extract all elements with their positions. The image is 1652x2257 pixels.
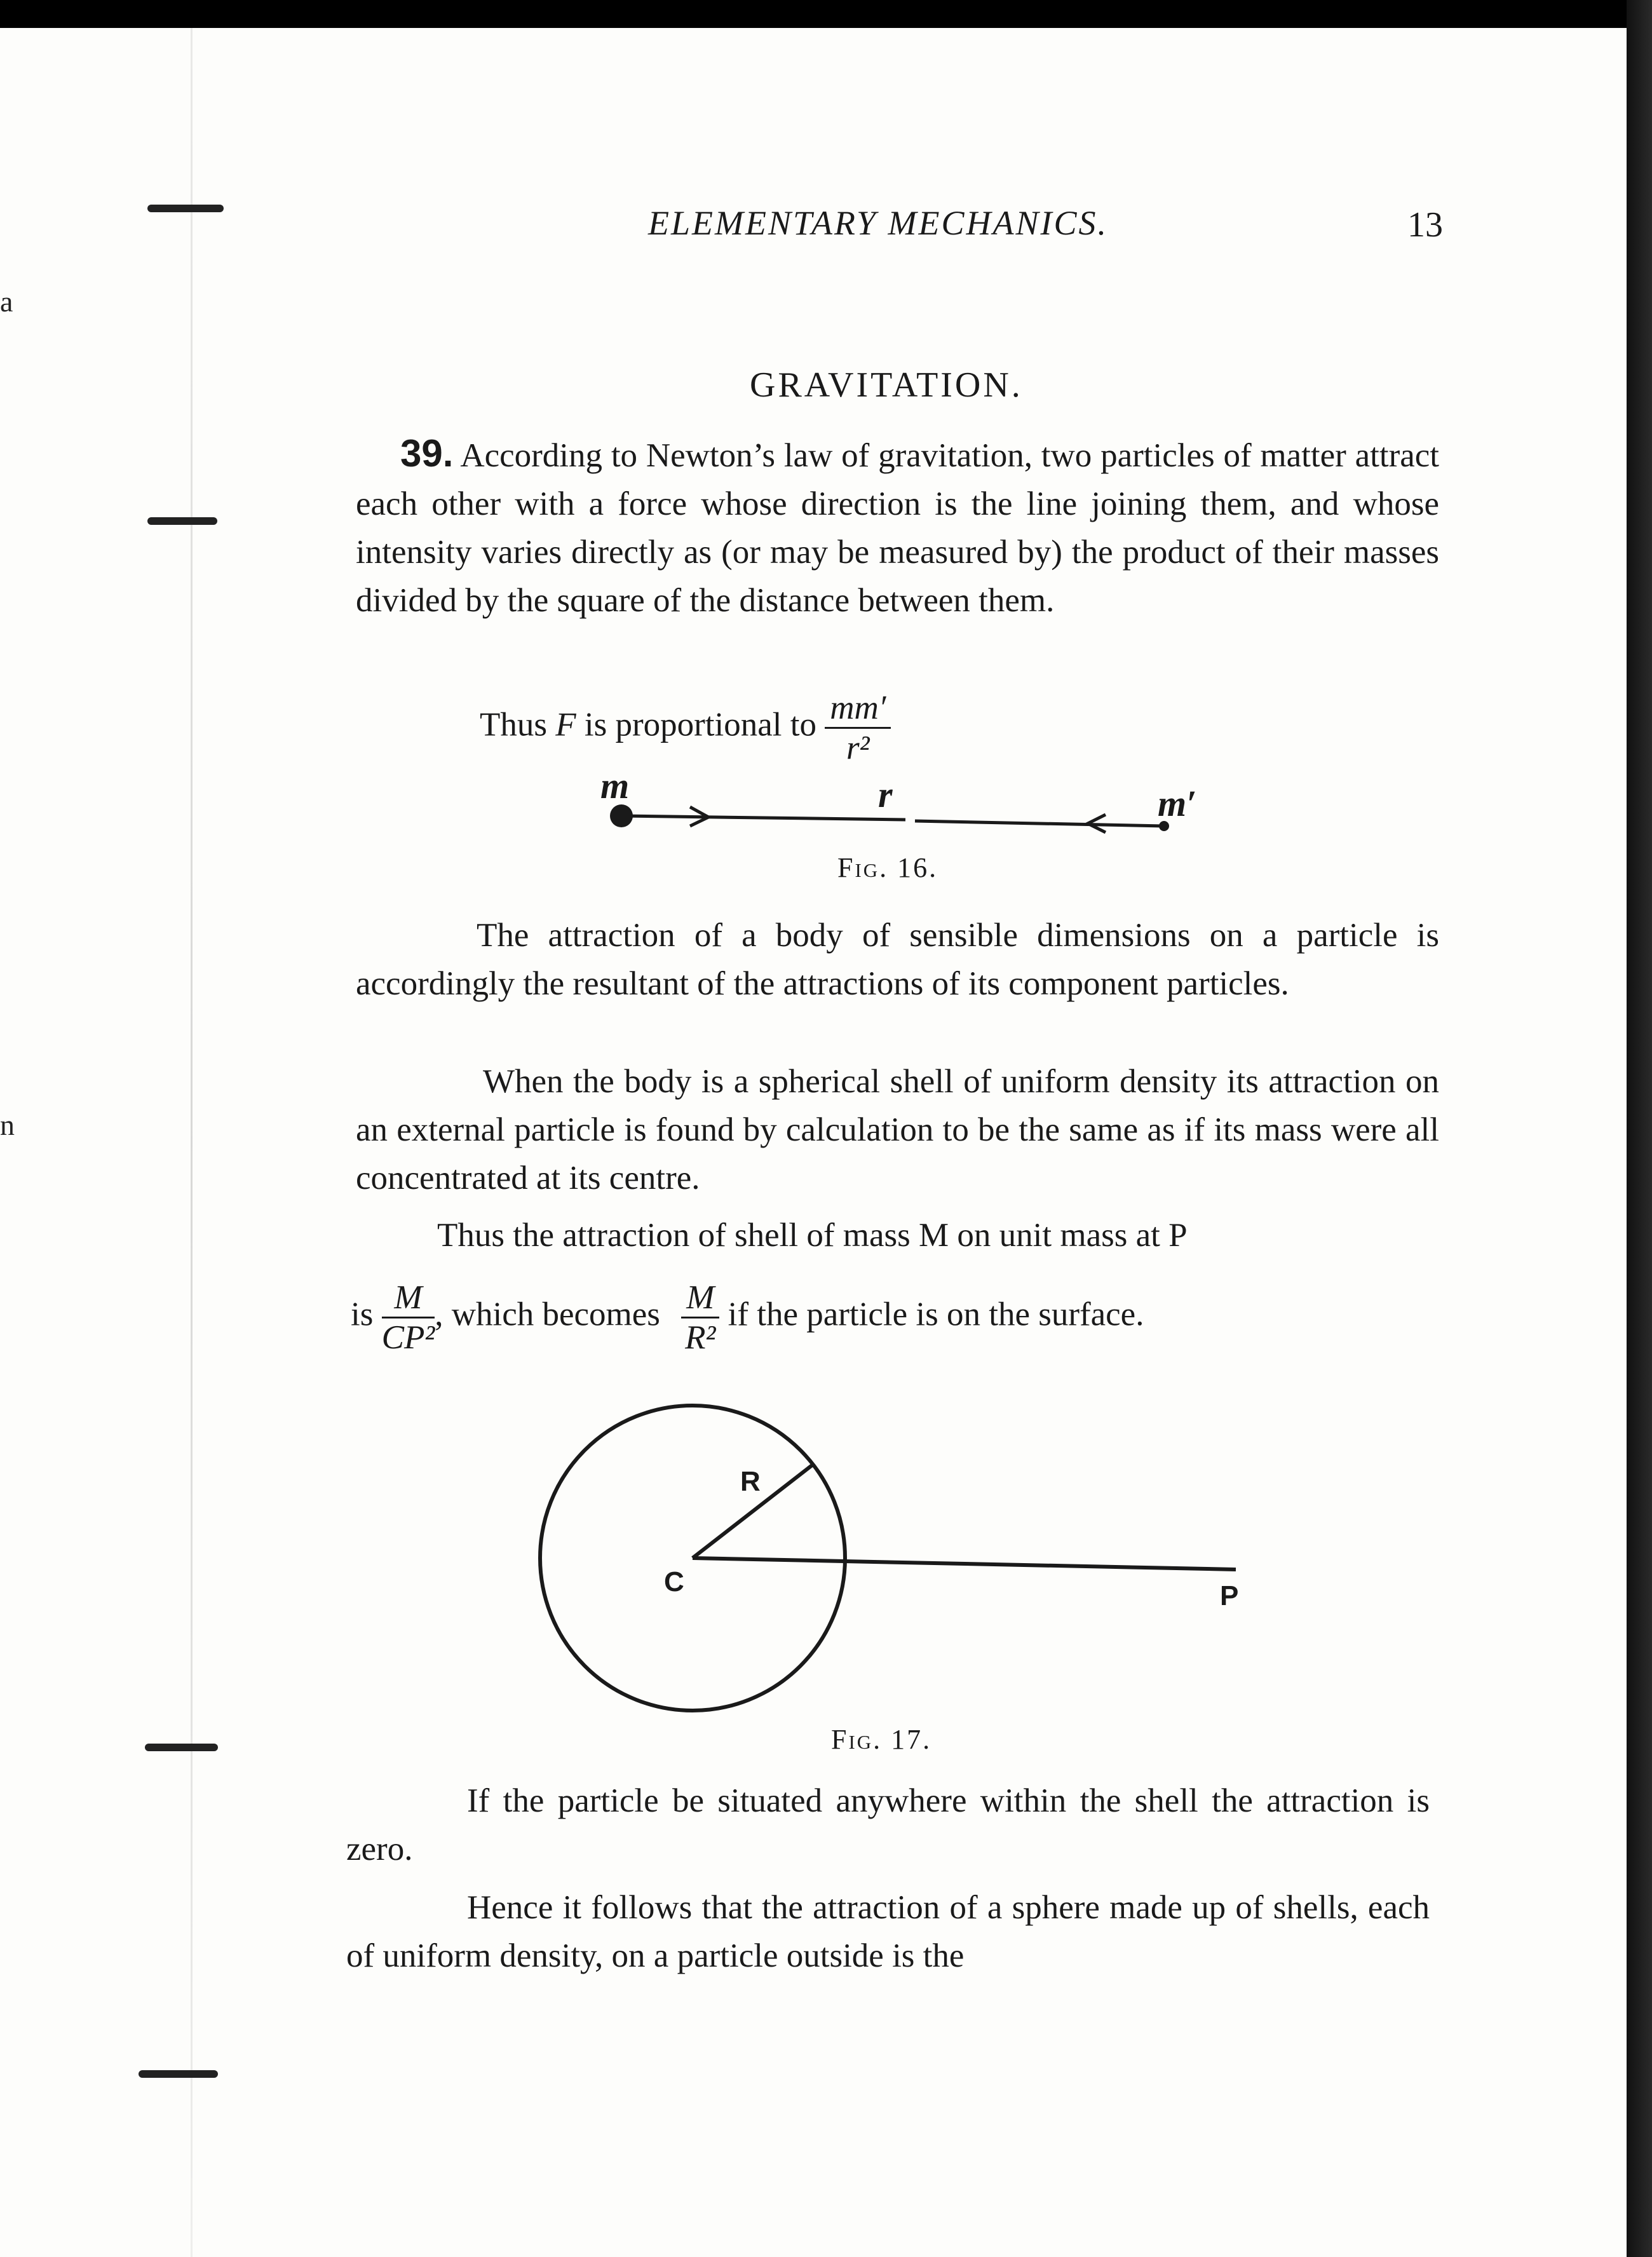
section-title: GRAVITATION. [750, 365, 1023, 405]
book-page [0, 28, 1627, 2257]
line-r-left [621, 816, 905, 820]
paragraph-resultant: The attraction of a body of sensible dimensions on a particle is accordingly the resultant of the attractions of its component particles. [356, 917, 1439, 1002]
fraction-mm-over-r2: $\frac{mm'}{\text{r²}}$ [825, 689, 891, 767]
label-P: P [1220, 1580, 1239, 1611]
margin-fragment: a [0, 285, 13, 318]
fraction-M-over-CP2: $\frac{M}{\text{CP²}}$ [381, 1279, 435, 1356]
paragraph-text: According to Newton’s law of gravitation, two particles of matter attract each other with a force whose direction is the line joining them, and whose intensity varies directly as (or may be measured by) the product of their masses divided by the square of the distance between them. [356, 437, 1439, 619]
label-r: r [878, 774, 893, 815]
formula-variable: F [555, 706, 576, 743]
fraction-M-over-R2: $\frac{M}{\text{R²}}$ [681, 1278, 719, 1357]
formula-shell: is $\frac{M}{\text{CP²}}$ , which becomes $\frac{M}{\text{R²}}$ if the particle is on the surface. [351, 1279, 1144, 1356]
page-edge [1627, 0, 1652, 2257]
center-to-p-line [693, 1558, 1236, 1569]
label-m-prime: m′ [1158, 783, 1197, 824]
paragraph-spherical-shell: When the body is a spherical shell of uniform density its attraction on an external particle is found by calculation to be the same as if its mass were all concentrated at its centre. [356, 1063, 1439, 1196]
label-C: C [664, 1566, 684, 1597]
label-m: m [600, 765, 630, 806]
margin-fragment: n [0, 1109, 15, 1141]
line-r-right [915, 821, 1164, 826]
paragraph-within-shell: If the particle be situated anywhere within the shell the attraction is zero. [346, 1782, 1430, 1867]
figure-16-caption: Fig. 16. [837, 852, 938, 883]
figure-17-caption: Fig. 17. [831, 1724, 932, 1755]
paragraph-sphere-shells: Hence it follows that the attraction of a sphere made up of shells, each of uniform density, on a particle outside is the [346, 1889, 1430, 1974]
paragraph-shell-attraction: Thus the attraction of shell of mass M on unit mass at P [437, 1217, 1188, 1254]
page-number: 13 [1407, 205, 1443, 245]
formula-proportional: Thus F is proportional to $\frac{mm'}{\text{r²}}$ [480, 689, 891, 767]
paragraph-number: 39. [400, 432, 454, 475]
running-header: ELEMENTARY MECHANICS. [648, 204, 1109, 242]
label-R: R [740, 1466, 761, 1497]
